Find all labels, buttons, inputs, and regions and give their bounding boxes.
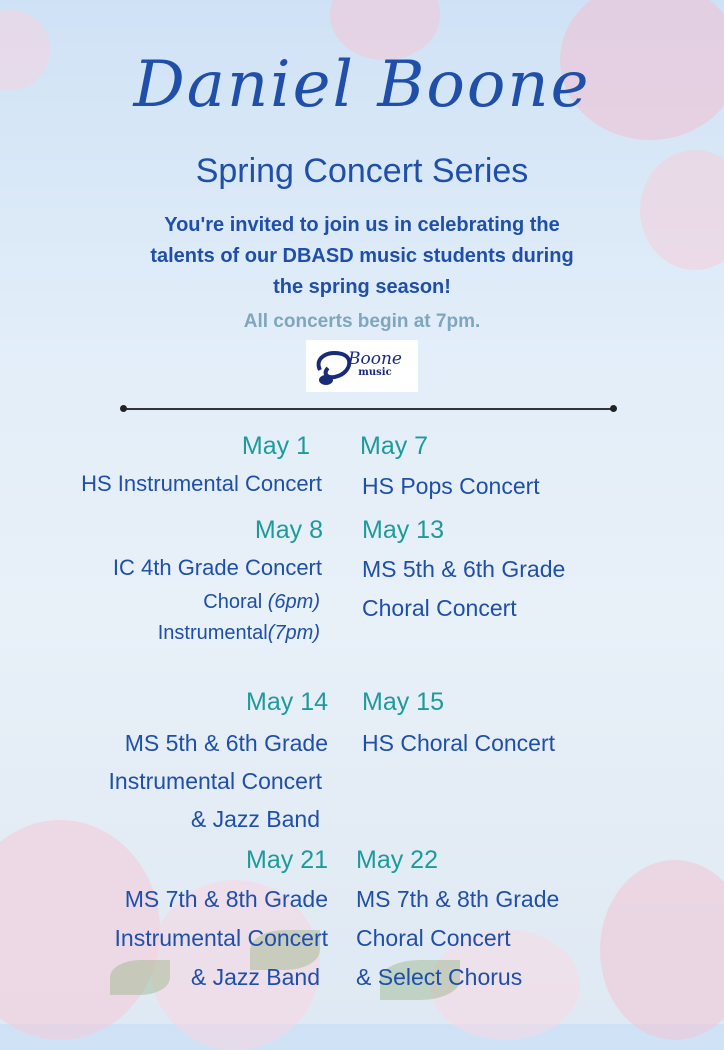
event-title: HS Pops Concert: [362, 473, 540, 499]
event-title: Instrumental Concert: [114, 925, 328, 951]
sub-label: Instrumental: [157, 622, 268, 644]
boone-music-logo: [306, 340, 418, 392]
event-title: & Jazz Band: [190, 964, 320, 990]
event-subline: [0, 622, 320, 645]
logo-sub: music: [358, 367, 392, 378]
sub-time: (7pm): [267, 622, 320, 644]
page-subtitle: Spring Concert Series: [195, 152, 529, 190]
event-date: May 8: [254, 516, 323, 544]
event-title: Choral Concert: [356, 925, 511, 951]
event-title: IC 4th Grade Concert: [112, 555, 322, 580]
sub-label: Choral: [203, 591, 268, 613]
invitation-text: [80, 210, 644, 303]
event-title: MS 5th & 6th Grade: [124, 730, 328, 756]
invite-line: You're invited to join us in celebrating the: [164, 214, 560, 236]
logo-word: Boone: [348, 349, 402, 369]
event-title: HS Choral Concert: [362, 730, 556, 756]
event-title: Instrumental Concert: [108, 768, 322, 794]
divider-dot: [610, 405, 617, 412]
event-date: May 15: [362, 688, 444, 716]
script-title: Daniel Boone: [133, 48, 591, 122]
event-date: May 21: [246, 846, 328, 874]
event-title: & Jazz Band: [190, 806, 320, 832]
invite-line: talents of our DBASD music students during: [150, 245, 574, 267]
sub-time: (6pm): [267, 591, 320, 613]
time-note: All concerts begin at 7pm.: [243, 311, 481, 332]
event-title: Choral Concert: [362, 595, 517, 621]
event-title: & Select Chorus: [356, 964, 523, 990]
divider-line: [124, 408, 614, 410]
event-title: MS 5th & 6th Grade: [362, 556, 566, 582]
blossom-decoration: [600, 860, 724, 1040]
event-title: MS 7th & 8th Grade: [124, 886, 328, 912]
event-title: MS 7th & 8th Grade: [356, 886, 560, 912]
event-subline: [0, 591, 320, 614]
event-date: May 1: [241, 432, 310, 460]
divider-dot: [120, 405, 127, 412]
event-date: May 14: [246, 688, 328, 716]
event-title: HS Instrumental Concert: [81, 471, 322, 496]
invite-line: the spring season!: [273, 276, 451, 298]
event-date: May 7: [360, 432, 429, 460]
event-date: May 22: [356, 846, 438, 874]
event-date: May 13: [362, 516, 444, 544]
